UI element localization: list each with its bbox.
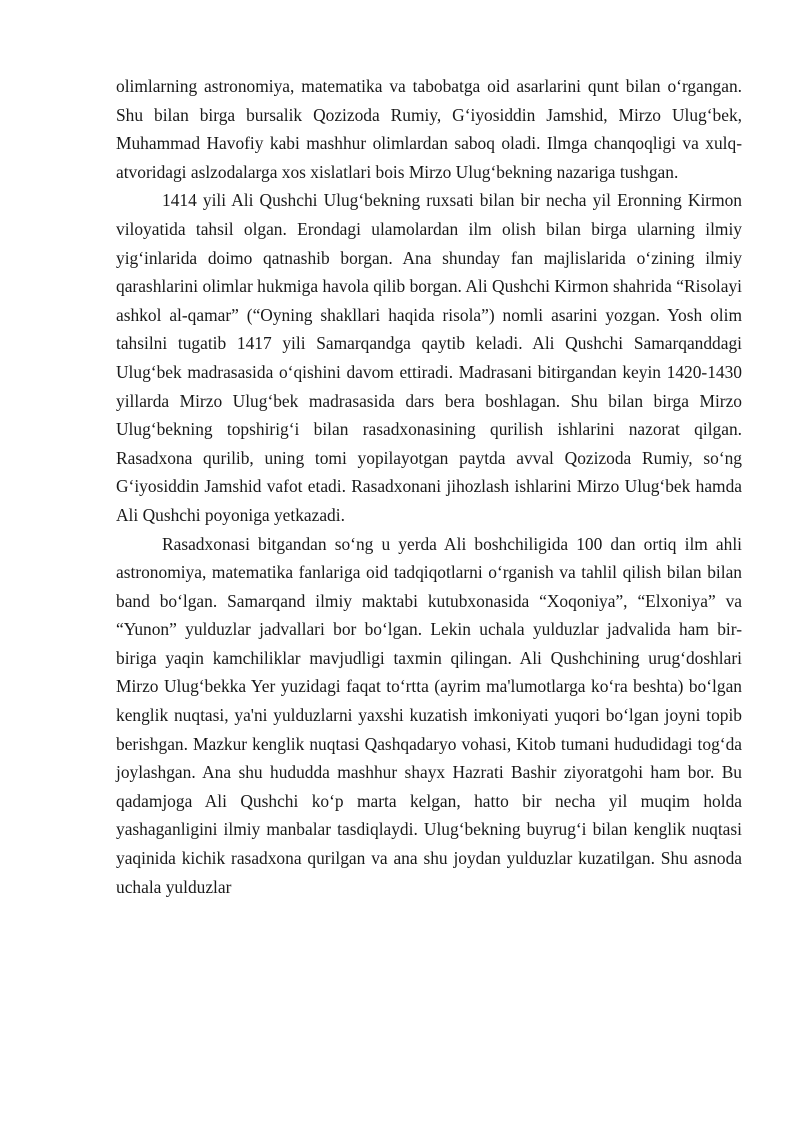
paragraph-2: 1414 yili Ali Qushchi Ulug‘bekning ruxsati bilan bir necha yil Eronning Kirmon viloyatida tahsil olgan. Erondagi ulamolardan ilm olish bilan birga ularning ilmiy yig‘inlarida doimo qatnashib borgan. Ana shunday fan majlislarida o‘zining ilmiy qarashlarini olimlar hukmiga havola qilib borgan. Ali Qushchi Kirmon shahrida “Risolayi ashkol al-qamar” (“Oyning shakllari haqida risola”) nomli asarini yozgan. Yosh olim tahsilni tugatib 1417 yili Samarqandga qaytib keladi. Ali Qushchi Samarqanddagi Ulug‘bek madrasasida o‘qishini davom ettiradi. Madrasani bitirgandan keyin 1420-1430 yillarda Mirzo Ulug‘bek madrasasida dars bera boshlagan. Shu bilan birga Mirzo Ulug‘bekning topshirig‘i bilan rasadxonasining qurilish ishlarini nazorat qilgan. Rasadxona qurilib, uning tomi yopilayotgan paytda avval Qozizoda Rumiy, so‘ng G‘iyosiddin Jamshid vafot etadi. Rasadxonani jihozlash ishlarini Mirzo Ulug‘bek hamda Ali Qushchi poyoniga yetkazadi. — [116, 190, 742, 525]
paragraph-1: olimlarning astronomiya, matematika va tabobatga oid asarlarini qunt bilan o‘rgangan. Shu bilan birga bursalik Qozizoda Rumiy, G‘iyosiddin Jamshid, Mirzo Ulug‘bek, Muhammad Havofiy kabi mashhur olimlardan saboq oladi. Ilmga chanqoqligi va xulq-atvoridagi aslzodalarga xos xislatlari bois Mirzo Ulug‘bekning nazariga tushgan. — [116, 76, 742, 182]
paragraph-3: Rasadxonasi bitgandan so‘ng u yerda Ali boshchiligida 100 dan ortiq ilm ahli astronomiya, matematika fanlariga oid tadqiqotlarni o‘rganish va tahlil qilish bilan bilan band bo‘lgan. Samarqand ilmiy maktabi kutubxonasida “Xoqoniya”, “Elxoniya” va “Yunon” yulduzlar jadvallari bor bo‘lgan. Lekin uchala yulduzlar jadvalida ham bir-biriga yaqin kamchiliklar mavjudligi taxmin qilingan. Ali Qushchining urug‘doshlari Mirzo Ulug‘bekka Yer yuzidagi faqat to‘rtta (ayrim ma'lumotlarga ko‘ra beshta) bo‘lgan kenglik nuqtasi, ya'ni yulduzlarni yaxshi kuzatish imkoniyati yuqori bo‘lgan joyni topib berishgan. Mazkur kenglik nuqtasi Qashqadaryo vohasi, Kitob tumani hududidagi tog‘da joylashgan. Ana shu hududda mashhur shayx Hazrati Bashir ziyoratgohi ham bor. Bu qadamjoga Ali Qushchi ko‘p marta kelgan, hatto bir necha yil muqim holda yashaganligini ilmiy manbalar tasdiqlaydi. Ulug‘bekning buyrug‘i bilan kenglik nuqtasi yaqinida kichik rasadxona qurilgan va ana shu joydan yulduzlar kuzatilgan. Shu asnoda uchala yulduzlar — [116, 533, 742, 897]
body-text — [116, 72, 742, 901]
